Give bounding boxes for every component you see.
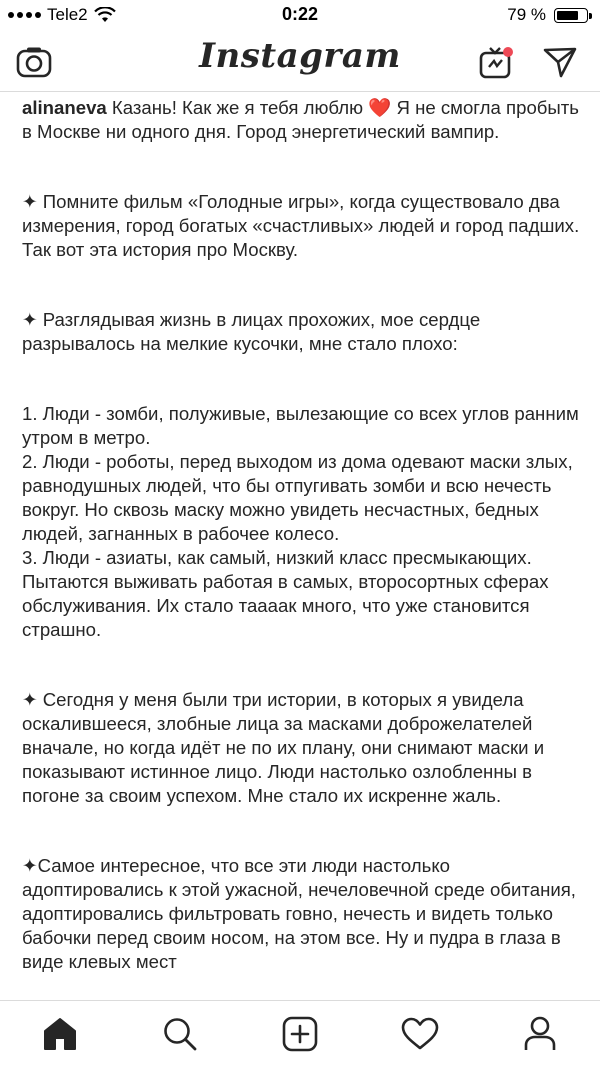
top-navigation-bar <box>0 30 600 92</box>
direct-messages-button[interactable] <box>540 42 580 82</box>
tab-new-post[interactable] <box>270 1009 330 1059</box>
caption-paragraph: ✦ Помните фильм «Голодные игры», когда существовало два измерения, город богатых «счастливых» людей и город падших. Так вот эта история про Москву. <box>22 191 580 260</box>
igtv-button[interactable] <box>476 42 516 82</box>
status-right <box>507 5 588 25</box>
battery-fill <box>557 11 578 20</box>
caption-intro <box>22 96 580 144</box>
post-caption <box>0 92 600 974</box>
caption-list-item: 1. Люди - зомби, полуживые, вылезающие со всех углов ранним утром в метро. <box>22 403 579 448</box>
instagram-logo: Instagram <box>199 36 401 76</box>
notification-dot <box>503 47 513 57</box>
intro-text: Казань! Как же я тебя люблю <box>106 97 369 118</box>
caption-list-item: 3. Люди - азиаты, как самый, низкий класс пресмыкающих. Пытаются выживать работая в самых, второсортных сферах обслуживания. Их стало тааaак много, что уже становится страшно. <box>22 547 549 640</box>
profile-icon <box>523 1016 557 1052</box>
tab-profile[interactable] <box>510 1009 570 1059</box>
tab-activity[interactable] <box>390 1009 450 1059</box>
tab-search[interactable] <box>150 1009 210 1059</box>
battery-icon <box>554 8 588 23</box>
caption-paragraph: ✦ Сегодня у меня были три истории, в которых я увидела оскалившееся, злобные лица за масками доброжелателей вначале, но когда идёт не по их плану, они снимают маски и показывают истинное лицо. Люди настолько озлобленны в погоне за своим успехом. Мне стало их искренне жаль. <box>22 689 545 806</box>
caption-list-item: 2. Люди - роботы, перед выходом из дома одевают маски злых, равнодушных людей, что бы отпугивать зомби и всю нечесть вокруг. Но сквозь маску можно увидеть несчастных, бедных людей, загнанных в рабочее колесо. <box>22 451 573 544</box>
heart-icon <box>401 1017 439 1051</box>
add-post-icon <box>282 1016 318 1052</box>
post-caption-scroll[interactable] <box>0 92 600 1000</box>
caption-paragraph: ✦Самое интересное, что все эти люди настолько адоптировались к этой ужасной, нечеловечной среде обитания, адоптировались фильтровать говно, нечесть и видеть только бабочки перед своим носом, на этом все. Ну и пудра в глаза в виде клевых мест <box>22 855 576 972</box>
clock: 0:22 <box>281 4 319 24</box>
search-icon <box>162 1016 198 1052</box>
heart-emoji: ❤️ <box>368 97 392 118</box>
caption-list <box>22 402 580 642</box>
caption-username[interactable]: alinaneva <box>22 97 107 118</box>
home-icon <box>42 1017 78 1051</box>
intro-text-rest: Я не смогла пробыть в Москве ни одного дня. Город энергетический вампир. <box>22 97 579 142</box>
tab-home[interactable] <box>30 1009 90 1059</box>
caption-paragraph: ✦ Разглядывая жизнь в лицах прохожих, мое сердце разрывалось на мелкие кусочки, мне стало плохо: <box>22 309 481 354</box>
carrier-name: Tele2 <box>47 5 88 24</box>
paper-plane-icon <box>543 46 577 78</box>
status-bar <box>0 0 600 30</box>
igtv-icon <box>478 45 514 79</box>
battery-percent: 79 % <box>507 5 546 24</box>
bottom-tab-bar <box>0 1000 600 1066</box>
